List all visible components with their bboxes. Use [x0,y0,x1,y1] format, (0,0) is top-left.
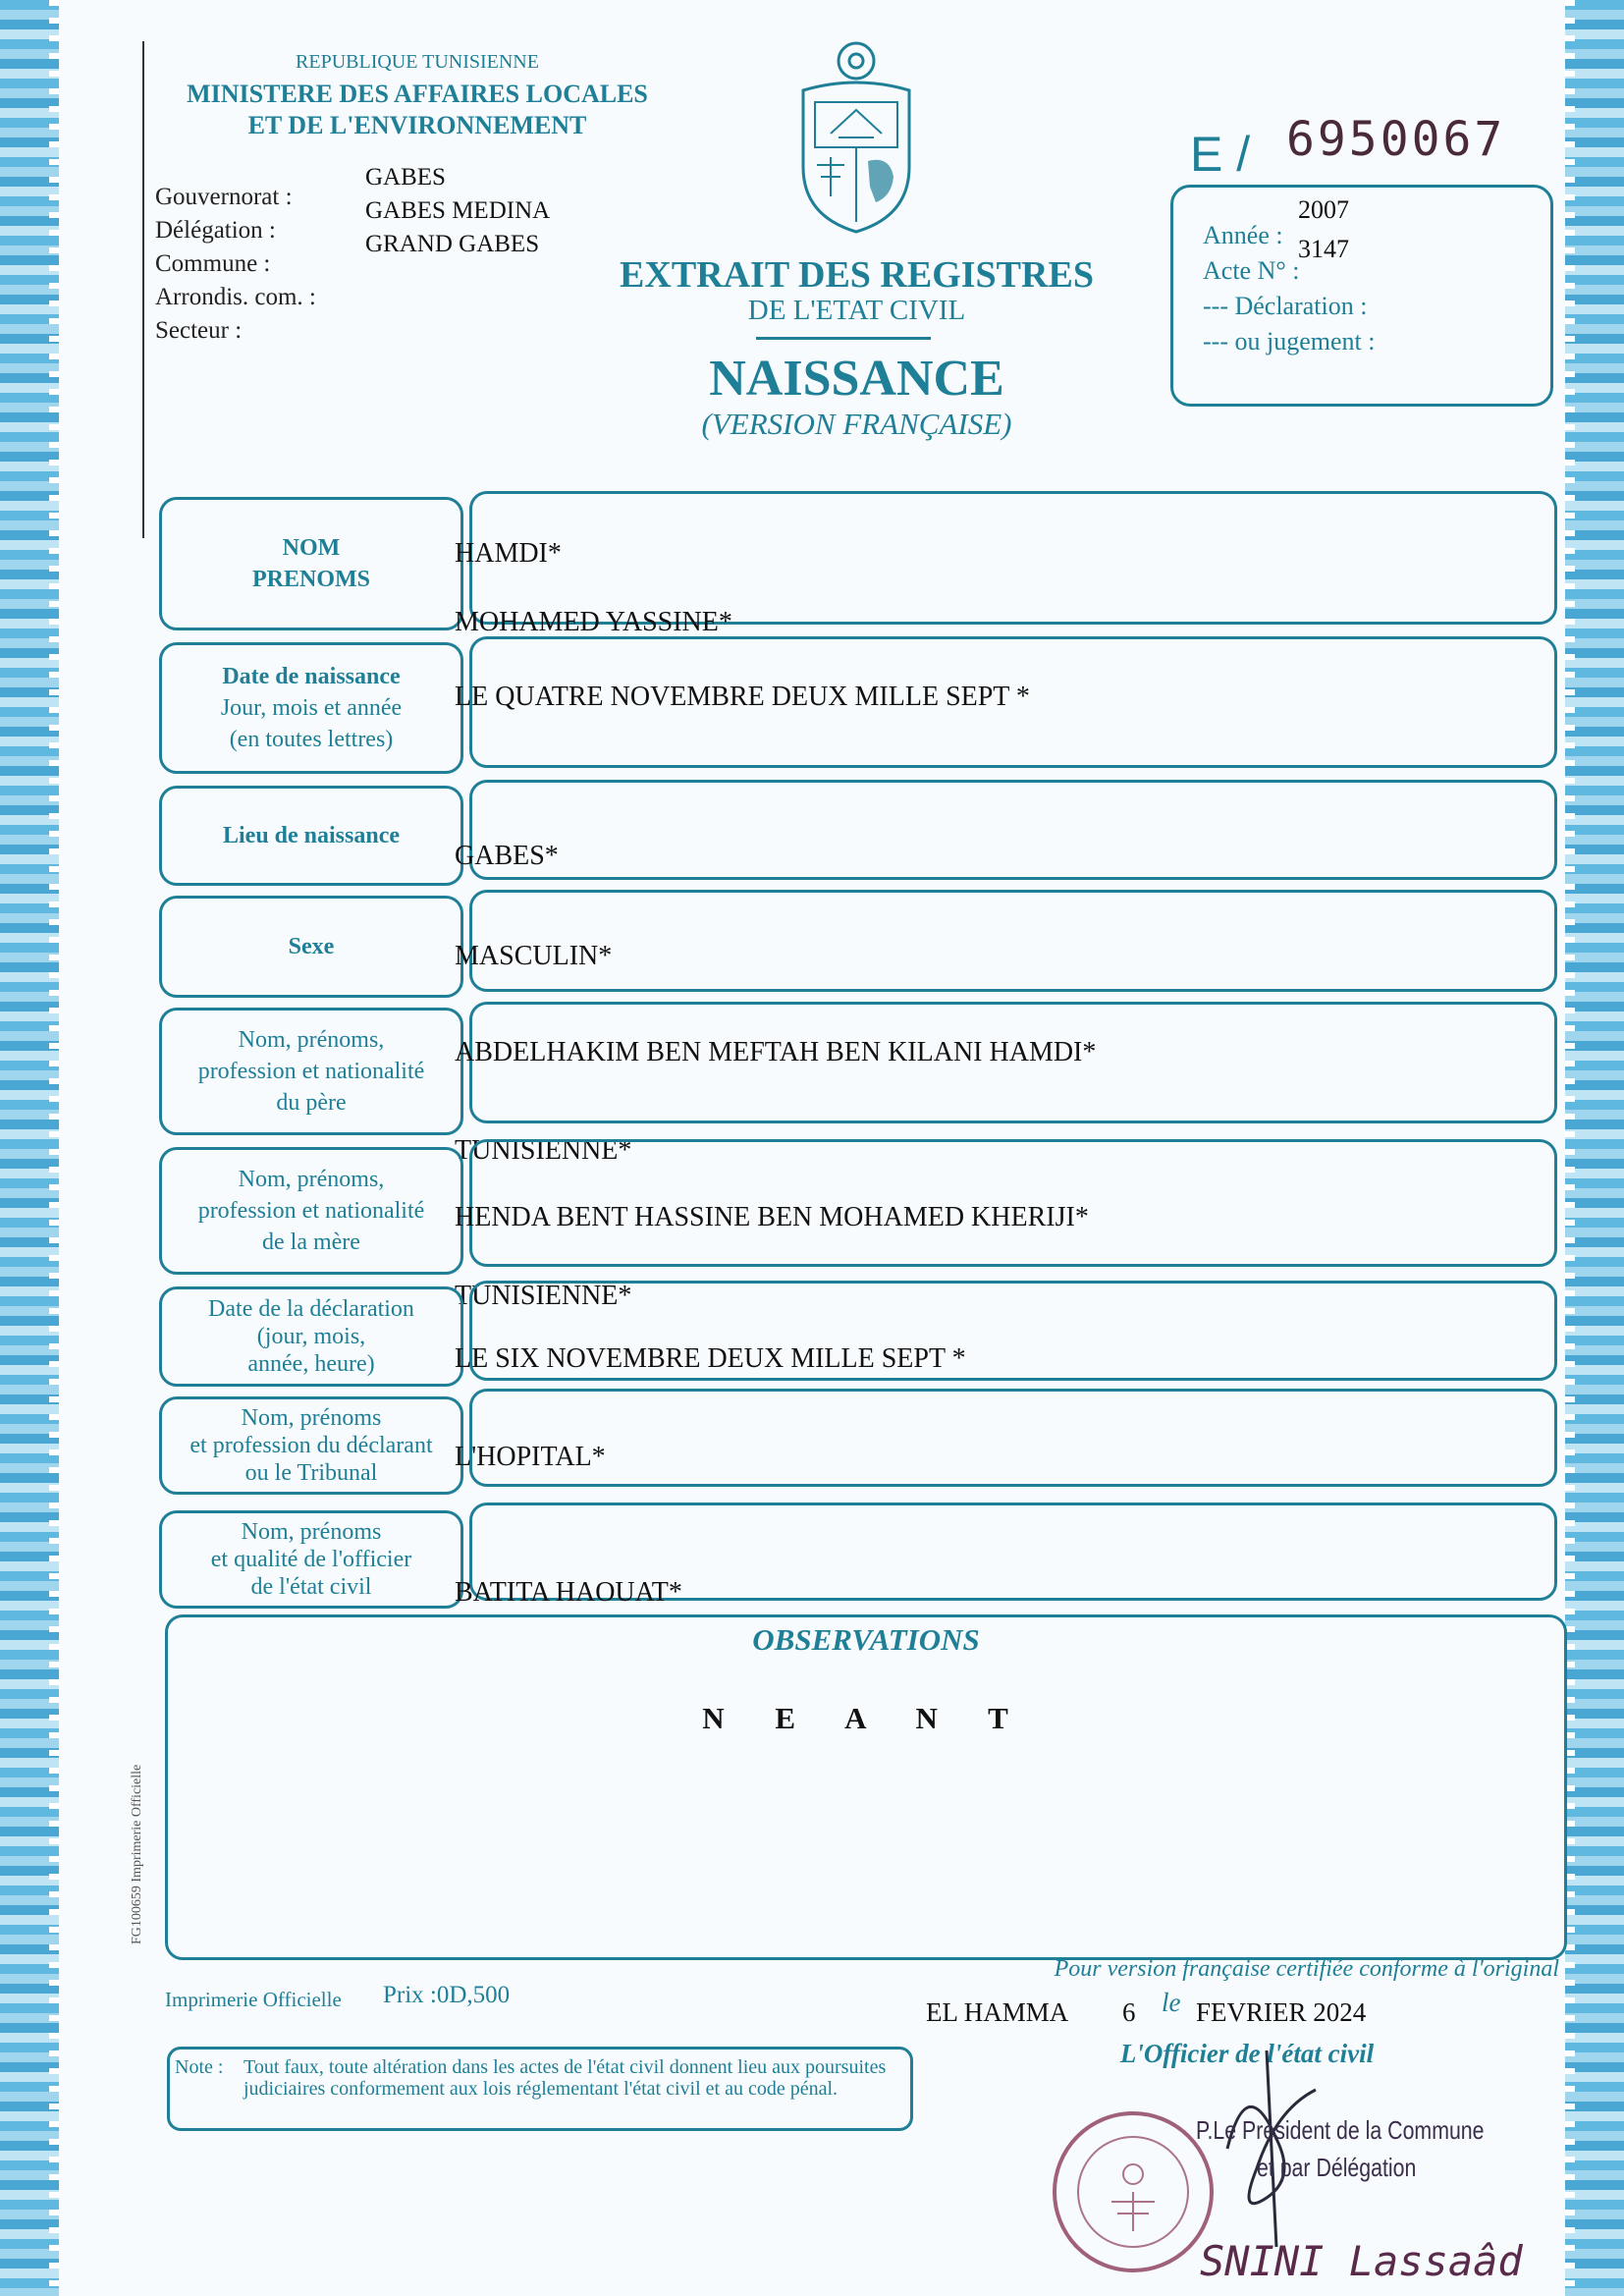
issue-month-year: FEVRIER 2024 [1196,1997,1367,2027]
acte-number-label: Acte N° : [1203,256,1300,285]
jugement-label: --- ou jugement : [1203,327,1376,355]
mere-label: Nom, prénoms, profession et nationalité de la mère [159,1147,463,1275]
tunisia-coat-of-arms-icon [795,39,917,236]
annee-label: Année : [1203,221,1283,249]
certification-text: Pour version française certifiée conforme à l'original [1054,1956,1559,1982]
secteur-label: Secteur : [155,317,243,344]
arrondissement-label: Arrondis. com. : [155,284,316,310]
lieu-naissance-value: GABES* [455,841,559,871]
document-subtitle: DE L'ETAT CIVIL [747,295,966,326]
commune-label: Commune : [155,250,271,277]
document-title: EXTRAIT DES REGISTRES [620,254,1094,296]
date-declaration-value: LE SIX NOVEMBRE DEUX MILLE SEPT * [455,1343,966,1374]
title-underline [756,337,931,340]
mere-name-value: HENDA BENT HASSINE BEN MOHAMED KHERIJI* [455,1202,1089,1232]
declarant-field [469,1389,1557,1487]
declaration-label: --- Déclaration : [1203,292,1368,320]
issue-day: 6 [1122,1997,1136,2027]
printer-name: Imprimerie Officielle [165,1988,342,2011]
officier-label: Nom, prénoms et qualité de l'officier de l'état civil [159,1510,463,1609]
delegation-label: Délégation : [155,217,276,244]
document-type: NAISSANCE [709,351,1004,407]
observations-title: OBSERVATIONS [752,1622,980,1657]
date-naissance-value: LE QUATRE NOVEMBRE DEUX MILLE SEPT * [455,682,1030,712]
issue-place: EL HAMMA [926,1997,1069,2027]
nom-prenoms-label: NOM PRENOMS [159,497,463,630]
pere-nationality-value: TUNISIENNE* [455,1135,632,1166]
imprint-code: FG100659 Imprimerie Officielle [130,1764,144,1944]
date-declaration-label: Date de la déclaration (jour, mois, année, heure) [159,1286,463,1387]
nom-value: HAMDI* [455,538,562,569]
ministry-heading [157,79,677,141]
decorative-border-left [0,0,59,2296]
official-stamp-icon [1049,2104,1218,2280]
lieu-naissance-label: Lieu de naissance [159,786,463,886]
ministry-line-2: ET DE L'ENVIRONNEMENT [247,111,587,139]
date-naissance-label: Date de naissance Jour, mois et année (en toutes lettres) [159,642,463,774]
sexe-value: MASCULIN* [455,941,613,971]
note-label: Note : [175,2056,224,2078]
nom-prenoms-field [469,491,1557,625]
admin-labels [155,181,316,348]
serial-prefix: E / [1190,127,1251,182]
pere-name-value: ABDELHAKIM BEN MEFTAH BEN KILANI HAMDI* [455,1037,1097,1067]
signature-line-2: et par Délégation [1257,2153,1417,2182]
officier-value: BATITA HAOUAT* [455,1577,682,1608]
gouvernorat-label: Gouvernorat : [155,184,293,210]
ministry-line-1: MINISTERE DES AFFAIRES LOCALES [187,80,648,108]
lieu-naissance-field [469,780,1557,880]
observations-value: N E A N T [702,1701,1030,1735]
declarant-value: L'HOPITAL* [455,1442,606,1472]
signature-line-1: P.Le President de la Commune [1196,2115,1485,2145]
sexe-field [469,890,1557,992]
observations-box [165,1614,1567,1960]
sexe-label: Sexe [159,896,463,998]
delegation-value: GABES MEDINA [365,197,551,224]
mere-nationality-value: TUNISIENNE* [455,1281,632,1311]
gouvernorat-value: GABES [365,164,446,191]
decorative-border-right [1565,0,1624,2296]
issue-le: le [1162,1988,1181,2017]
pere-label: Nom, prénoms, profession et nationalité du père [159,1008,463,1135]
officer-title: L'Officier de l'état civil [1119,2039,1375,2068]
acte-number-value: 3147 [1298,235,1349,263]
document-version: (VERSION FRANÇAISE) [701,407,1012,441]
note-text: Tout faux, toute altération dans les actes de l'état civil donnent lieu aux poursuites judiciaires conformement aux lois réglementant l'état civil et au code pénal. [244,2056,887,2100]
header-vertical-rule [142,41,144,538]
annee-value: 2007 [1298,195,1349,224]
price: Prix :0D,500 [383,1982,511,2008]
commune-value: GRAND GABES [365,231,540,257]
declarant-label: Nom, prénoms et profession du déclarant ou le Tribunal [159,1396,463,1495]
prenoms-value: MOHAMED YASSINE* [455,607,732,637]
republic-heading: REPUBLIQUE TUNISIENNE [296,51,539,73]
admin-values [365,161,550,261]
acte-labels [1203,218,1375,359]
serial-number: 6950067 [1286,112,1506,167]
signature-name: SNINI Lassaâd [1200,2237,1523,2285]
acte-values [1298,191,1349,269]
